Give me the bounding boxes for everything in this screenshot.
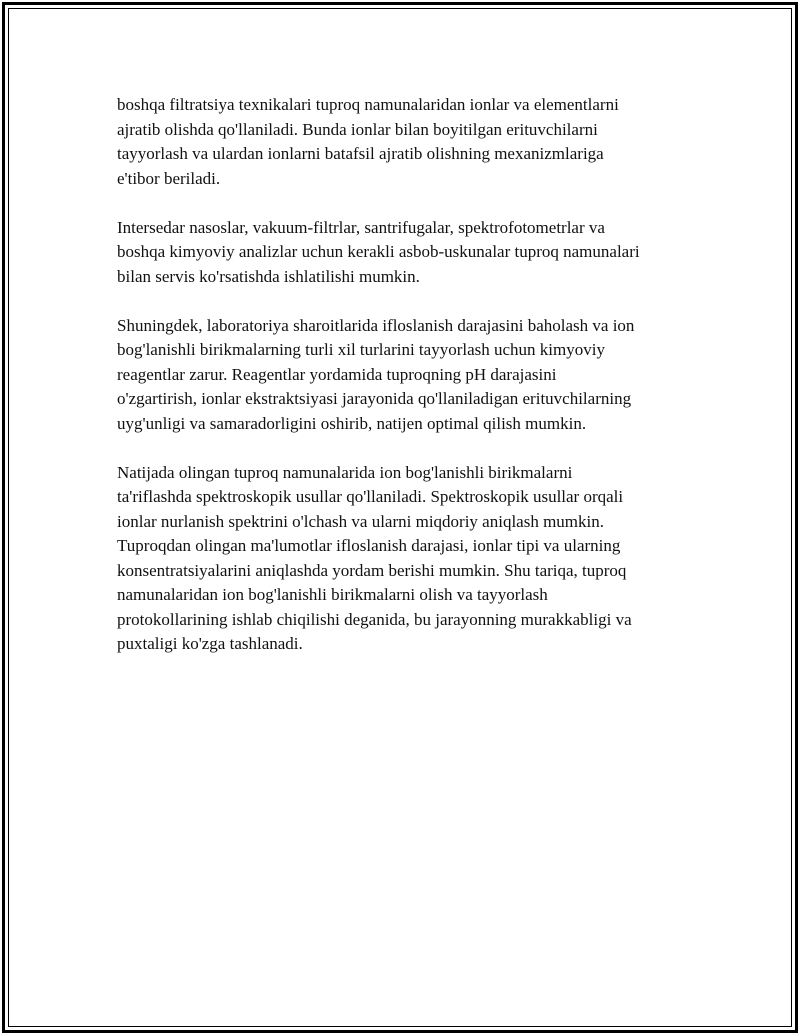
document-page [2, 2, 798, 1033]
paragraph-2: Intersedar nasoslar, vakuum-filtrlar, santrifugalar, spektrofotometrlar va boshqa kimyoviy analizlar uchun kerakli asbob-uskunalar tuproq namunalari bilan servis ko'rsatishda ishlatilishi mumkin. [117, 217, 640, 286]
document-body [117, 93, 707, 681]
paragraph-4: Natijada olingan tuproq namunalarida ion bog'lanishli birikmalarni ta'riflashda spektroskopik usullar qo'llaniladi. Spektroskopik usullar orqali ionlar nurlanish spektrini o'lchash va ularni miqdoriy aniqlash mumkin. Tuproqdan olingan ma'lumotlar ifloslanish darajasi, ionlar tipi va ularning konsentratsiyalarini aniqlashda yordam berishi mumkin. Shu tariqa, tuproq namunalaridan ion bog'lanishli birikmalarni olish va tayyorlash protokollarining ishlab chiqilishi deganida, bu jarayonning murakkabligi va puxtaligi ko'zga tashlanadi. [117, 462, 632, 653]
paragraph-3: Shuningdek, laboratoriya sharoitlarida ifloslanish darajasini baholash va ion bog'lanishli birikmalarning turli xil turlarini tayyorlash uchun kimyoviy reagentlar zarur. Reagentlar yordamida tuproqning pH darajasini o'zgartirish, ionlar ekstraktsiyasi jarayonida qo'llaniladigan erituvchilarning uyg'unligi va samaradorligini oshirib, natijen optimal qilish mumkin. [117, 315, 635, 433]
paragraph-1: boshqa filtratsiya texnikalari tuproq namunalaridan ionlar va elementlarni ajratib olishda qo'llaniladi. Bunda ionlar bilan boyitilgan erituvchilarni tayyorlash va ulardan ionlarni batafsil ajratib olishning mexanizmlariga e'tibor beriladi. [117, 95, 619, 188]
